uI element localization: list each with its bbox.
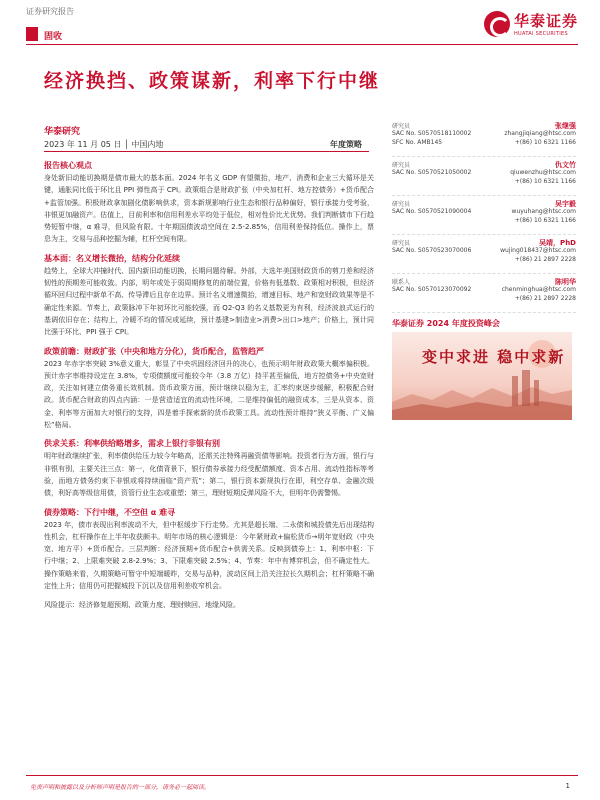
analyst-role: 研究员 [392, 201, 411, 208]
analyst-card [392, 121, 576, 157]
analyst-sac: SAC No. S0570518110002 [392, 130, 472, 137]
analyst-card [392, 160, 576, 196]
section-bond-strategy [44, 507, 374, 593]
huatai-logo-icon [484, 11, 510, 37]
section-text: 趋势上，全球大冲撞时代、国内新旧动能切换，长期问题待解。外部，大选年美国财政货币的剪刀差和经济韧性的预期差可能收敛。内部，明年或处于弱周期修复的前端位置，价格有低基数、政策相对积极，但经济循环回归过程中新单不高、传导滞后且存在边界。预计名义增速微抬，增速目标、地产和宽财政效果等是不确定性来源。节奏上，政策脉冲下年初环比可能较强，而 Q2-Q3 的名义基数更为有利，经济波浪式运行的基调依旧存在；结构上，冷暖不均的情况或延续，预计基建>制造业>消费>出口>地产；价格上，预计同比强于环比、PPI 强于 CPI。 [44, 266, 374, 337]
banner-slogan: 变中求进 稳中求新 [422, 348, 566, 366]
category-label: 固收 [44, 32, 63, 42]
risk-warning: 风险提示：经济修复超预期、政策力度、理财赎回、地缘风险。 [44, 601, 240, 610]
section-risk [44, 599, 374, 611]
analyst-name: 陈明华 [555, 278, 576, 286]
analyst-email[interactable]: wuyuhang@htsc.com [511, 208, 576, 215]
section-title: 政策前瞻：财政扩张（中央和地方分化），货币配合，监管趋严 [44, 346, 264, 356]
conference-title: 华泰证券 2024 年度投资峰会 [392, 319, 500, 328]
logo-english-name: HUATAI SECURITIES [513, 31, 568, 37]
analyst-email[interactable]: zhangjiqiang@htsc.com [504, 130, 576, 137]
section-title: 供求关系：利率供给略增多，需求上银行非银有别 [44, 439, 220, 449]
footer-disclaimer: 免责声明和披露以及分析师声明是报告的一部分，请务必一起阅读。 [30, 784, 211, 791]
analyst-role: 研究员 [392, 240, 411, 247]
analyst-name: 张继强 [555, 122, 576, 130]
section-text: 身处新旧动能切换期是债市最大的基本面。2024 年名义 GDP 有望微抬，地产、消费和企业三大循环是关键，通胀同比低于环比且 PPI 弹性高于 CPI。政策组合是财政扩张（中央加杠杆、地方控债务）+货币配合+监管加强。积极财政拿加剧化债影响供求，资本新规影响行业生态和银行品种偏好，银行承接力受考验，非银更加融资产。估值上，目前利率和信用利差水平均处于低位，相对性价比尤优势。我们判断债市下行趋势短暂中继，α 难寻，但风险有限。十年期国债波动空间在 2.5-2.85%，信用利差保持低位。操作上，票息为主，交易与品种挖掘为辅，杠杆空间有限。 [44, 174, 374, 244]
analyst-card [392, 199, 576, 235]
report-type: 年度策略 [330, 140, 362, 149]
analyst-name: 吴靖，PhD [539, 239, 576, 247]
section-text: 2023 年赤字率突破 3%意义重大，彰显了中央巩固经济回升的决心，也预示明年财政政策大概率偏积极。预计赤字率维持设定在 3.8%，专项债额度可能较今年（3.8 万亿）持平甚至偏低，地方控债务+中央宽财政，关注如何建立债务重长效机制。货币政策方面，预计继续以稳为主，汇率约束逐步缓解，积极配合财政。货币配合财政的四点内涵：一是营造适宜的流动性环境，二是维持偏低的融资成本，三是从资本、资金、利率等方面加大对银行的支持，四是着手探索新的货币政策工具。流动性预计维持“狭义平衡、广义偏松”格局。 [44, 359, 374, 430]
header-divider [26, 44, 578, 45]
section-fundamentals [44, 253, 374, 339]
analyst-email[interactable]: wujing018437@htsc.com [500, 247, 576, 254]
analyst-name: 仇文竹 [555, 161, 576, 169]
analyst-email[interactable]: chenminghua@htsc.com [501, 286, 576, 293]
conference-banner[interactable] [392, 332, 572, 420]
research-label: 华泰研究 [44, 127, 81, 137]
report-title: 经济换挡、政策谋新，利率下行中继 [44, 70, 381, 92]
analyst-card [392, 238, 576, 274]
page-number: 1 [565, 782, 570, 790]
analyst-phone: +(86) 21 2897 2228 [514, 256, 576, 263]
report-type-label: 证券研究报告 [26, 7, 74, 16]
section-title: 债券策略：下行中继，不空但 α 难寻 [44, 507, 176, 517]
analyst-role: 研究员 [392, 123, 411, 130]
section-core-view [44, 160, 374, 246]
footer-divider [26, 775, 578, 776]
analyst-sac: SAC No. S0570521090004 [392, 208, 472, 215]
logo-chinese-name: 华泰证券 [513, 12, 578, 30]
category-marker [26, 27, 38, 41]
analyst-list [392, 121, 576, 316]
analyst-sac: SAC No. S0570123070092 [392, 286, 472, 293]
analyst-phone: +(86) 10 6321 1166 [514, 139, 576, 146]
analyst-card [392, 277, 576, 313]
analyst-sac: SAC No. S0570521050002 [392, 169, 472, 176]
section-text: 明年财政继续扩张，利率债供给压力较今年略高，还需关注特殊再融资债等影响。投资者行为方面，银行与非银有别，主要关注三点：第一，化债背景下，银行债券承接力经受配债额度、资本占用、流动性指标等考验，而地方债务约束下非银或将持续面临“资产荒”；第二，银行资本新规执行在即，利空存单、金融次级债，利好高等级信用债，资管行业生态或重塑；第三，理财短期反弹风险不大，但明年仍需警惕。 [44, 452, 374, 498]
analyst-phone: +(86) 21 2897 2228 [514, 295, 576, 302]
analyst-name: 吴宇毅 [555, 200, 576, 208]
section-policy [44, 346, 374, 432]
section-supply-demand [44, 438, 374, 499]
analyst-sac: SAC No. S0570523070006 [392, 247, 472, 254]
analyst-sfc: SFC No. AMB145 [392, 139, 443, 146]
analyst-phone: +(86) 10 6321 1166 [514, 217, 576, 224]
analyst-role: 联系人 [392, 279, 411, 286]
date-divider [44, 151, 369, 152]
section-text: 2023 年，债市表现出利率波动不大，但中枢缓步下行走势。尤其是超长端、二永债和城投债先后出现结构性机会，杠杆操作在上半年收获颇丰。明年市场的核心逻辑是：今年紧财政+偏松货币→明年宽财政（中央宽、地方平）+货币配合。三层判断：经济预期+货币配合+供需关系。反映到债券上：1、利率中枢：下行中继；2、上限难突破 2.8-2.9%；3、下限难突破 2.5%；4、节奏：年中有博弈机会，但不确定性大。操作策略来看，久期策略可暂守中短端暖昨，交易与品种，波动区间上沿关注拉长久期机会；杠杆策略不确定性上升；信用仍可把握城投下沉以及信用利差收窄机会。 [44, 520, 374, 591]
analyst-phone: +(86) 10 6321 1166 [514, 178, 576, 185]
huatai-logo [484, 10, 578, 37]
report-body [44, 160, 374, 619]
section-title: 报告核心观点 [44, 161, 92, 170]
analyst-email[interactable]: qiuwenzhu@htsc.com [510, 169, 576, 176]
report-date: 2023 年 11 月 05 日 │ 中国内地 [44, 140, 164, 149]
analyst-role: 研究员 [392, 162, 411, 169]
section-title: 基本面：名义增长微抬，结构分化延续 [44, 253, 180, 263]
